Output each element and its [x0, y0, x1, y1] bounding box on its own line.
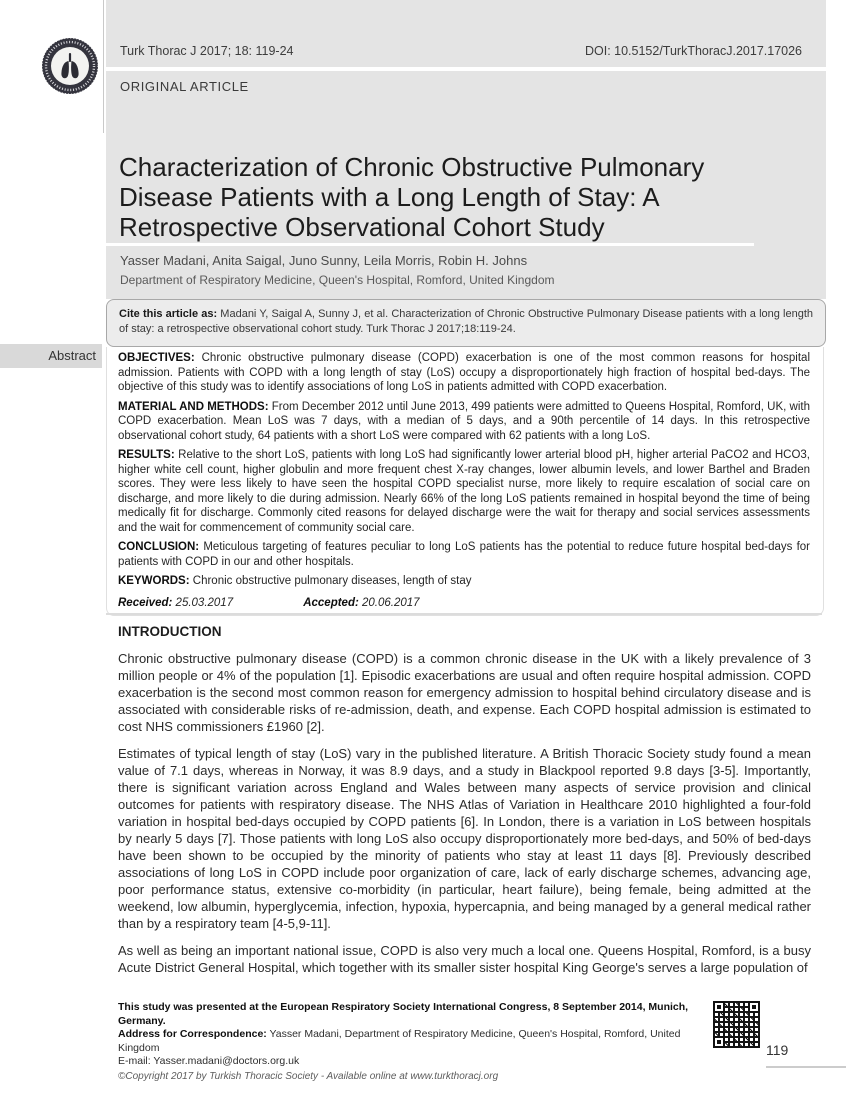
abstract-results-text: Relative to the short LoS, patients with long LoS had significantly lower arterial blood pH, higher arterial PaCO2 and HCO3, higher white cell count, higher globulin and more frequent chest X-ray changes, lower albumin levels, and lower Barthel and Braden scores. They were less likely to have seen the hospital COPD specialist nurse, more likely to require escalation of social care on discharge, and more likely to die during admission. Nearly 66% of the long LoS patients remained in hospital beyond the time of being medically fit for discharge. Commonly cited reasons for delayed discharge were the wait for therapy and social services assessments and the wait for commencement of community social care. [118, 449, 810, 534]
header-band [106, 0, 826, 299]
introduction-paragraph-3: As well as being an important national issue, COPD is also very much a local one. Queens Hospital, Romford, is a busy Acute District General Hospital, which together with its smaller sister hospital King George's serves a large population of [118, 943, 811, 975]
accepted-label: Accepted: [303, 596, 359, 609]
qr-code-icon [711, 999, 762, 1050]
dates-row [118, 596, 810, 611]
cite-label: Cite this article as: [119, 308, 218, 320]
footer-correspondence [118, 1028, 712, 1055]
abstract-keywords [118, 574, 810, 589]
journal-reference: Turk Thorac J 2017; 18: 119-24 [120, 44, 294, 58]
article-type-label: ORIGINAL ARTICLE [120, 79, 249, 94]
abstract-body [118, 351, 810, 610]
abstract-objectives-text: Chronic obstructive pulmonary disease (COPD) exacerbation is one of the most common reasons for hospital admission. Patients with COPD with a long length of stay (LoS) occupy a disproportionately high fraction of hospital bed-days. The objective of this study was to identify associations of long LoS in patients admitted with COPD exacerbation. [118, 352, 810, 393]
introduction-paragraph-1: Chronic obstructive pulmonary disease (COPD) is a common chronic disease in the UK with a likely prevalence of 3 million people or 4% of the population [1]. Episodic exacerbations are usual and often require hospital admission. COPD exacerbation is the second most common reason for emergency admission to hospital behind circulatory disease and is associated with considerable risks of re-admission, death, and expense. Each COPD hospital admission is estimated to cost NHS commissioners £1960 [2]. [118, 651, 811, 734]
footer-copyright: ©Copyright 2017 by Turkish Thoracic Society - Available online at www.turkthoracj.org [118, 1070, 499, 1082]
abstract-conclusion-text: Meticulous targeting of features peculiar to long LoS patients has the potential to reduce future hospital bed-days for patients with COPD in our and other hospitals. [118, 541, 811, 568]
qr-finder-top-left [713, 1001, 725, 1013]
abstract-methods [118, 400, 810, 444]
article-title: Characterization of Chronic Obstructive Pulmonary Disease Patients with a Long Length of Stay: A Retrospective Observational Cohort Study [119, 152, 705, 242]
abstract-methods-text: From December 2012 until June 2013, 499 patients were admitted to Queens Hospital, Romford, UK, with COPD exacerbation. Mean LoS was 7 days, with a median of 5 days, and a 90th percentile of 14 days. In this retrospective observational cohort study, 64 patients with a short LoS were compared with 62 patients with a long LoS. [118, 400, 810, 442]
abstract-keywords-text: Chronic obstructive pulmonary diseases, length of stay [192, 575, 472, 587]
received-date [118, 596, 300, 611]
abstract-results-label: RESULTS: [118, 449, 175, 461]
abstract-objectives-label: OBJECTIVES: [118, 352, 195, 364]
authors-line: Yasser Madani, Anita Saigal, Juno Sunny, Leila Morris, Robin H. Johns [120, 253, 528, 268]
introduction-paragraph-2: Estimates of typical length of stay (LoS) vary in the published literature. A British Thoracic Society study found a mean value of 7.1 days, whereas in Norway, it was 8.9 days, and a study in Blackpool reported 9.8 days [3-5]. Importantly, there is significant variation across England and Wales between many aspects of service provision and clinical outcomes for patients with respiratory disease. The NHS Atlas of Variation in Healthcare 2010 highlighted a four-fold variation in hospital bed-days occupied by COPD patients [6]. In London, there is a variation in LoS between hospitals by nearly 5 days [7]. Those patients with long LoS also occupy disproportionately more bed-days, and 50% of bed-days have been shown to be occupied by the minority of patients who stay at least 11 days [8]. Previously described associations of long LoS in COPD include poor organization of care, lack of early discharge schemes, advancing age, poor performance status, extensive co-morbidity (in particular, heart failure), being female, being admitted at the weekend, low albumin, hyperglycemia, infection, hypoxia, hypercapnia, and being managed by a general medical rather than by a respiratory team [4-5,9-11]. [118, 746, 811, 931]
page-number: 119 [766, 1042, 789, 1058]
footer-block [118, 1001, 712, 1083]
accepted-date [303, 596, 485, 611]
introduction-heading: INTRODUCTION [118, 624, 222, 639]
cite-box [106, 299, 826, 347]
received-value: 25.03.2017 [175, 596, 234, 609]
received-label: Received: [118, 596, 173, 609]
margin-rule [103, 0, 104, 133]
doi-text: DOI: 10.5152/TurkThoracJ.2017.17026 [584, 44, 802, 58]
header-divider [106, 67, 826, 71]
footer-presented-text: This study was presented at the European Respiratory Society International Congress, 8 September 2014, Munich, Germany. [118, 1001, 689, 1027]
abstract-bottom-rule [106, 613, 822, 615]
abstract-conclusion [118, 540, 810, 569]
abstract-keywords-label: KEYWORDS: [118, 575, 190, 587]
introduction-body [118, 650, 811, 986]
abstract-results [118, 448, 810, 535]
correspondence-text: Yasser Madani, Department of Respiratory Medicine, Queen's Hospital, Romford, United Kingdom [118, 1028, 681, 1054]
page-number-rule [766, 1066, 846, 1068]
abstract-conclusion-label: CONCLUSION: [118, 541, 200, 553]
footer-email: E-mail: Yasser.madani@doctors.org.uk [118, 1055, 300, 1067]
cite-text: Madani Y, Saigal A, Sunny J, et al. Characterization of Chronic Obstructive Pulmonary Disease patients with a long length of stay: a retrospective observational cohort study. Turk Thorac J 2017;18:119-24. [119, 308, 813, 335]
turkish-thoracic-society-logo-icon [40, 36, 100, 96]
accepted-value: 20.06.2017 [362, 596, 420, 609]
abstract-methods-label: MATERIAL AND METHODS: [118, 400, 269, 413]
qr-finder-top-right [748, 1001, 760, 1013]
correspondence-label: Address for Correspondence: [118, 1028, 267, 1040]
qr-finder-bottom-left [713, 1036, 725, 1048]
footer-presented [118, 1001, 712, 1028]
title-divider [106, 243, 754, 246]
abstract-side-tab: Abstract [0, 344, 102, 368]
affiliation-line: Department of Respiratory Medicine, Queen's Hospital, Romford, United Kingdom [120, 273, 555, 287]
abstract-objectives [118, 351, 810, 395]
